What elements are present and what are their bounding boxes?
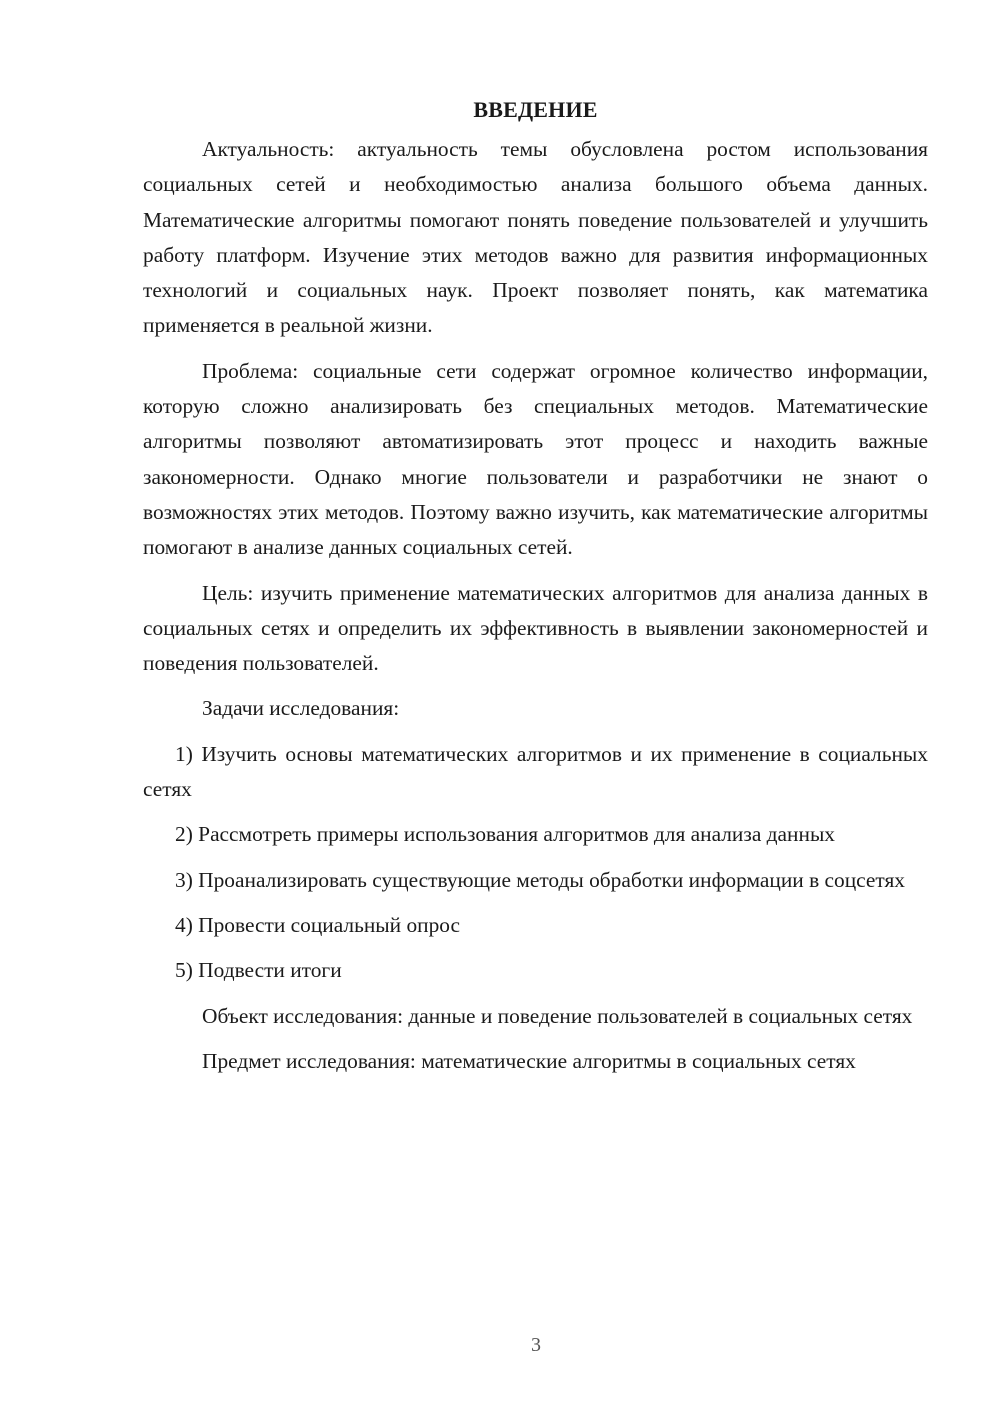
object-paragraph: Объект исследования: данные и поведение пользователей в социальных сетях xyxy=(202,1003,913,1028)
page-number: 3 xyxy=(531,1334,541,1356)
task-item-4: 4) Провести социальный опрос xyxy=(175,912,461,937)
page-title: ВВЕДЕНИЕ xyxy=(473,97,598,122)
task-item-3: 3) Проанализировать существующие методы обработки информации в соцсетях xyxy=(175,867,906,892)
relevance-paragraph: Актуальность: актуальность темы обусловлена ростом использования социальных сетей и необходимостью анализа большого объема данных. Математические алгоритмы помогают понять поведение пользователей и улучшить работу платформ. Изучение этих методов важно для развития информационных технологий и социальных наук. Проект позволяет понять, как математика применяется в реальной жизни. xyxy=(143,137,928,338)
goal-paragraph: Цель: изучить применение математических алгоритмов для анализа данных в социальных сетях и определить их эффективность в выявлении закономерностей и поведения пользователей. xyxy=(143,580,928,676)
subject-paragraph: Предмет исследования: математические алгоритмы в социальных сетях xyxy=(202,1048,856,1073)
task-item-2: 2) Рассмотреть примеры использования алгоритмов для анализа данных xyxy=(175,822,836,847)
task-item-5: 5) Подвести итоги xyxy=(175,958,342,983)
document-page xyxy=(143,92,928,1089)
tasks-heading: Задачи исследования: xyxy=(202,696,400,721)
task-item-1: 1) Изучить основы математических алгоритмов и их применение в социальных сетях xyxy=(143,741,928,802)
problem-paragraph: Проблема: социальные сети содержат огромное количество информации, которую сложно анализировать без специальных методов. Математические алгоритмы позволяют автоматизировать этот процесс и находить важные закономерности. Однако многие пользователи и разработчики не знают о возможностях этих методов. Поэтому важно изучить, как математические алгоритмы помогают в анализе данных социальных сетей. xyxy=(143,358,928,560)
